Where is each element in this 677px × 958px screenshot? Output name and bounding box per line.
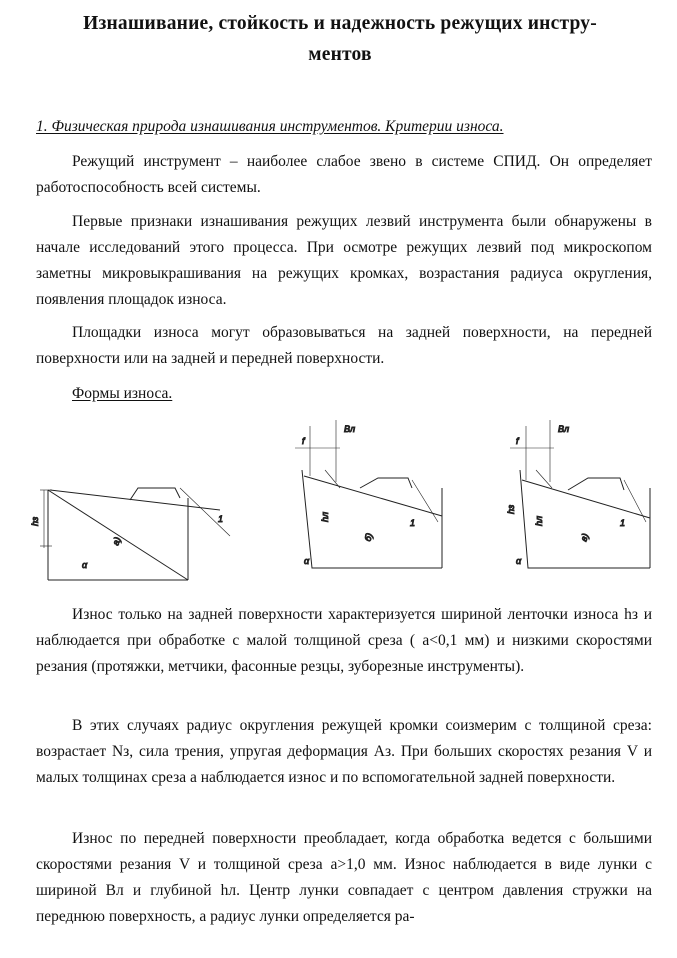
paragraph-3: Площадки износа могут образовываться на задней поверхности, на передней поверхности или на задней и передней поверхности. (36, 324, 652, 367)
fig-a-h-label: hз (30, 516, 40, 526)
figure-c (506, 420, 650, 568)
fig-c-b-label: Bл (558, 424, 570, 434)
fig-a-side-label: 1 (218, 514, 224, 524)
fig-b-number: б) (362, 531, 375, 543)
paragraph-6: Износ по передней поверхности преобладает, когда обработка ведется с большими скоростями резания V и толщиной среза a>1,0 мм. Износ наблюдается в виде лунки с шириной Вл и глубиной hл. Центр лунки совпадает с центром давления стружки на переднюю поверхность, а радиус лунки определяется ра- (36, 830, 652, 925)
fig-b-side-label: 1 (410, 518, 416, 528)
fig-c-h-label: hз (506, 504, 516, 514)
fig-c-number: в) (578, 532, 591, 543)
section-heading: 1. Физическая природа изнашивания инструментов. Критерии износа. (36, 118, 504, 135)
paragraph-1: Режущий инструмент – наиболее слабое звено в системе СПИД. Он определяет работоспособность всей системы. (36, 153, 652, 196)
fig-c-alpha-label: α (516, 556, 522, 566)
fig-b-b-label: Bл (344, 424, 356, 434)
fig-b-f-label: f (302, 436, 305, 446)
fig-a-number: а) (110, 535, 123, 547)
title-line-1: Изнашивание, стойкость и надежность режущих инстру- (83, 13, 597, 34)
fig-c-f-label: f (516, 436, 519, 446)
paragraph-5: В этих случаях радиус округления режущей кромки соизмерим с толщиной среза: возрастает Nз, сила трения, упругая деформация Aз. При больших скоростях резания V и малых толщинах среза a наблюдается износ и по вспомогательной задней поверхности. (36, 717, 652, 786)
fig-c-side-label: 1 (620, 518, 626, 528)
wear-forms-label: Формы износа. (72, 385, 173, 402)
paragraph-4: Износ только на задней поверхности характеризуется шириной ленточки износа hз и наблюдается при обработке с малой толщиной среза ( a<0,1 мм) и низкими скоростями резания (протяжки, метчики, фасонные резцы, зуборезные инструменты). (36, 606, 652, 675)
wear-forms-figure (30, 418, 660, 598)
fig-b-h-label: hл (320, 511, 330, 522)
paragraph-2: Первые признаки изнашивания режущих лезвий инструмента были обнаружены в начале исследований этого процесса. При осмотре режущих лезвий под микроскопом заметны микровыкрашивания на режущих кромках, возрастания радиуса округления, появления площадок износа. (36, 213, 652, 308)
figure-b (295, 420, 442, 568)
fig-c-hl-label: hл (534, 515, 544, 526)
title-line-2: ментов (308, 44, 372, 65)
fig-a-alpha-label: α (82, 560, 88, 570)
page-title (30, 8, 650, 70)
figure-a (30, 488, 230, 580)
fig-b-alpha-label: α (304, 556, 310, 566)
